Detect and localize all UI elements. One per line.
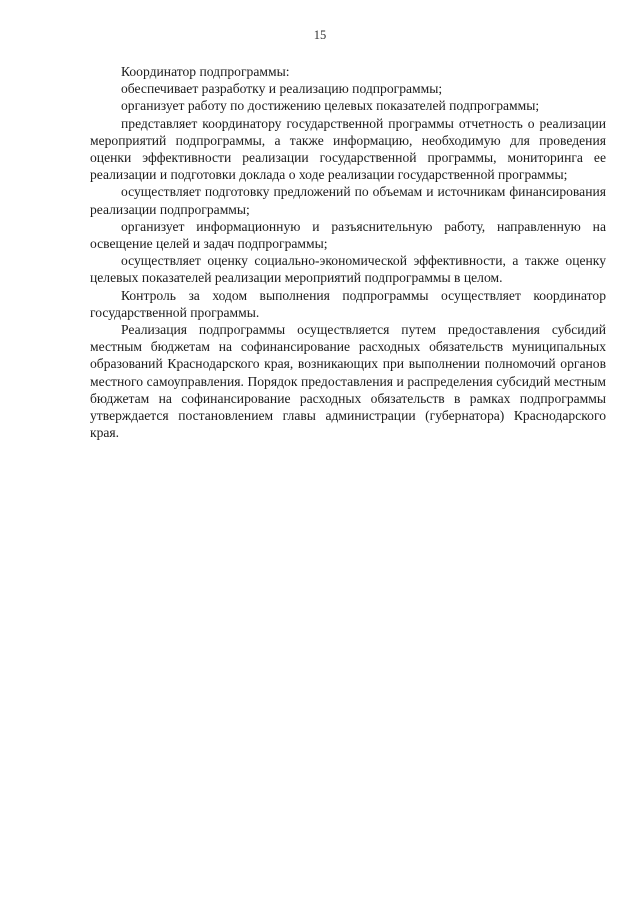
paragraph-reporting: представляет координатору государственной программы отчетность о реализации мероприятий подпрограммы, а также информацию, необходимую для проведения оценки эффективности реализации государственной программы, мониторинга ее реализации и подготовки доклада о ходе реализации государственной программы; [90, 115, 606, 183]
paragraph-targets: организует работу по достижению целевых показателей подпрограммы; [121, 98, 540, 114]
document-body [90, 63, 606, 441]
paragraph-information-work: организует информационную и разъяснительную работу, направленную на освещение целей и задач подпрограммы; [90, 218, 606, 252]
paragraph-implementation: Реализация подпрограммы осуществляется путем предоставления субсидий местным бюджетам на софинансирование расходных обязательств муниципальных образований Краснодарского края, возникающих при выполнении полномочий органов местного самоуправления. Порядок предоставления и распределения субсидий местным бюджетам на софинансирование расходных обязательств в рамках подпрограммы утверждается постановлением главы администрации (губернатора) Краснодарского края. [90, 322, 606, 441]
paragraph-development: обеспечивает разработку и реализацию подпрограммы; [121, 81, 443, 97]
paragraph-efficiency-assessment: осуществляет оценку социально-экономической эффективности, а также оценку целевых показателей реализации мероприятий подпрограммы в целом. [90, 253, 606, 286]
paragraph-funding-proposals: осуществляет подготовку предложений по объемам и источникам финансирования реализации подпрограммы; [90, 184, 606, 217]
page-number: 15 [313, 28, 327, 42]
paragraph-control: Контроль за ходом выполнения подпрограммы осуществляет координатор государственной программы. [90, 287, 606, 320]
paragraph-coordinator-heading: Координатор подпрограммы: [121, 64, 290, 79]
